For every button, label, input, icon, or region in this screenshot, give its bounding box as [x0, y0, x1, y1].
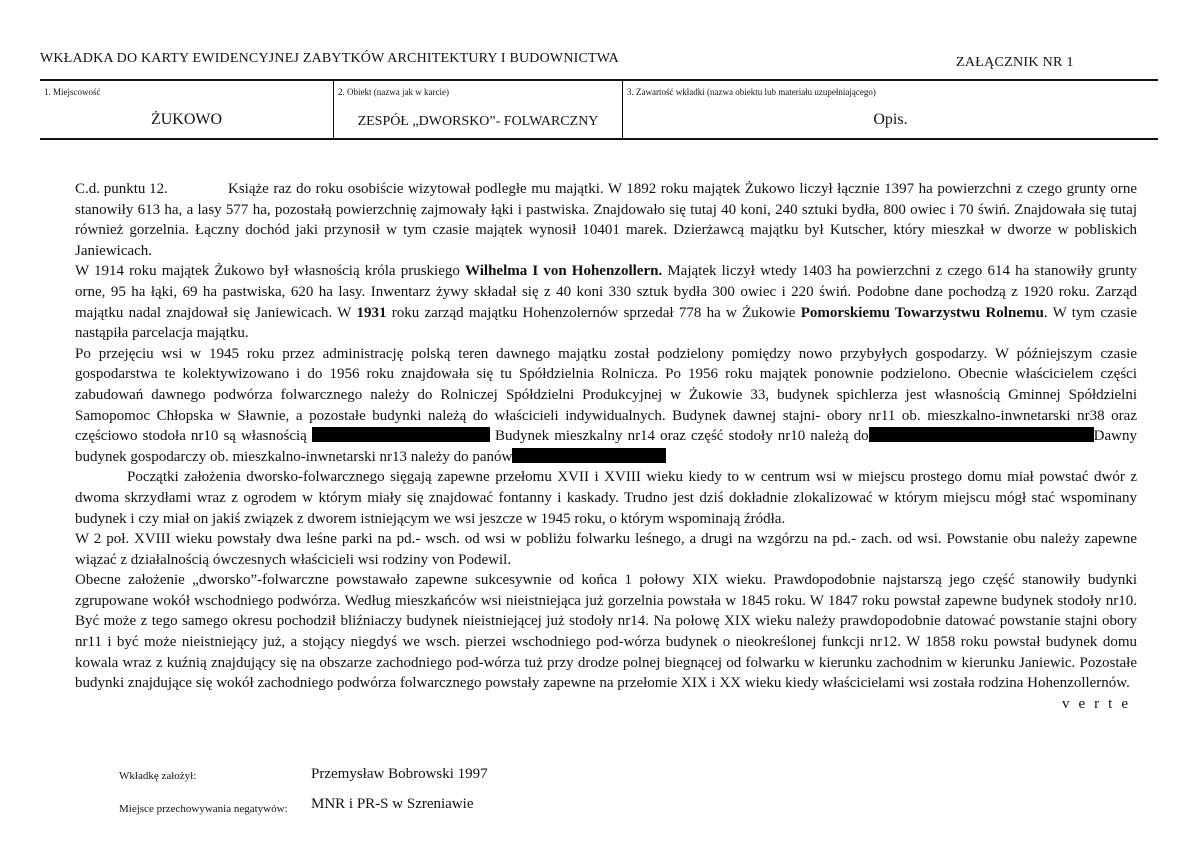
description-body — [75, 179, 1137, 714]
author-value: Przemysław Bobrowski 1997 — [311, 766, 488, 782]
paragraph-3 — [75, 344, 1137, 468]
paragraph-5: W 2 poł. XVIII wieku powstały dwa leśne parki na pd.- wsch. od wsi w pobliżu folwarku leśnego, a drugi na wzgórzu na pd.- zach. od wsi. Powstanie obu należy zapewne wiązać z działalnością ówczesnych właścicieli wsi rodziny von Podewil. — [75, 531, 1137, 568]
paragraph-6 — [75, 570, 1137, 712]
annex-number: ZAŁĄCZNIK NR 1 — [956, 55, 1074, 70]
field-content-value: Opis. — [873, 111, 908, 128]
redaction-block — [312, 427, 490, 442]
paragraph-4: Początki założenia dworsko-folwarcznego sięgają zapewne przełomu XVII i XVIII wieku kiedy to w centrum wsi w miejscu prostego domu miał powstać dwór z dwoma skrzydłami wraz z ogrodem w którym miały się znajdować fontanny i kaskady. Trudno jest dziś dokładnie zlokalizować w którym miejscu mógł stać wspominany budynek i czy miał on jakiś związek z dworem istniejącym we wsi jeszcze w 1945 roku, o którym wspominają źródła. — [75, 469, 1137, 527]
paragraph-3-text-a: Po przejęciu wsi w 1945 roku przez administrację polską teren dawnego majątku został podzielony pomiędzy nowo przybyłych gospodarzy. W późniejszym czasie gospodarstwa te kolektywizowano i do 1956 roku znajdowała się tu Spółdzielnia Rolnicza. Po 1956 roku majątek ponownie podzielono. Obecnie właścicielem części zabudowań dawnego podwórza folwarcznego należy do Rolniczej Spółdzielni Produkcyjnej w Żukowie 33, budynek spichlerza jest własnością Gminnej Spółdzielni Samopomoc Chłopska w Sławnie, a pozostałe budynki należą do właścicieli indywidualnych. Budynek dawnej stajni- obory nr11 ob. mieszkalno-inwnetarski nr38 oraz częściowo stodoła nr10 są własnością — [75, 345, 1137, 445]
paragraph-2-bold-year: 1931 — [356, 304, 387, 321]
storage-value: MNR i PR-S w Szreniawie — [311, 796, 474, 812]
paragraph-2-text-a: W 1914 roku majątek Żukowo był własnością króla pruskiego — [75, 263, 465, 280]
author-label: Wkładkę założył: — [119, 770, 197, 782]
field-content-label: 3. Zawartość wkładki (nazwa obiektu lub materiału uzupełniającego) — [627, 87, 876, 97]
paragraph-2 — [75, 261, 1137, 343]
form-fields-row — [40, 79, 1158, 140]
paragraph-6-text: Obecne założenie „dworsko”-folwarczne powstawało zapewne sukcesywnie od końca 1 połowy XIX wieku. Prawdopodobnie najstarszą jego część stanowiły budynki zgrupowane wokół wschodniego podwórza. Według mieszkańców wsi nieistniejąca już gorzelnia powstała w 1845 roku. W 1847 roku powstał zapewne budynek stodoły nr10. Być może z tego samego okresu pochodził bliźniaczy budynek nieistniejącej już stodoły nr14. Na połowę XIX wieku należy prawdopodobnie datować powstanie stajni obory nr11 i być może nieistniejący już, a stojący niegdyś we wsch. pierzei wschodniego pod-wórza budynek o nieokreślonej funkcji nr12. W 1858 roku powstał budynek domu kowala wraz z kuźnią znajdujący się na obszarze zachodniego pod-wórza tuż przy drodze polnej biegnącej od folwarku w kierunku zachodnim w kierunku Janiewic. Pozostałe budynki znajdujące się wokół zachodniego podwórza folwarcznego powstały zapewne na przełomie XIX i XX wieku kiedy właścicielami wsi została rodzina Hohenzollernów. — [75, 572, 1137, 692]
verte-note: verte — [1062, 695, 1137, 712]
document-title: WKŁADKA DO KARTY EWIDENCYJNEJ ZABYTKÓW ARCHITEKTURY I BUDOWNICTWA — [40, 51, 619, 66]
paragraph-3-text-b: Budynek mieszkalny nr14 oraz część stodoły nr10 należą do — [489, 428, 869, 445]
paragraph-3-text-c: Dawny budynek gospodarczy ob. mieszkalno-inwnetarski nr13 należy do panów — [75, 428, 1137, 465]
continuation-lead: C.d. punktu 12. — [75, 181, 168, 197]
redaction-block — [869, 427, 1094, 442]
field-object — [334, 81, 623, 138]
paragraph-1-text: Książe raz do roku osobiście wizytował podległe mu majątki. W 1892 roku majątek Żukowo liczył łącznie 1397 ha powierzchni z czego grunty orne stanowiły 613 ha, a lasy 577 ha, pozostałą powierzchnię zajmowały łąki i pastwiska. Znajdowało się tutaj 40 koni, 240 sztuki bydła, 800 owiec i 70 świń. Znajdowała się tutaj również gorzelnia. Łączny dochód jaki przynosił w tym czasie majątek wynosił 10401 marek. Dzierżawcą majątku był Kutscher, który mieszkał w dworze w pobliskich Janiewicach. — [75, 181, 1137, 259]
paragraph-2-bold-society: Pomorskiemu Towarzystwu Rolnemu — [800, 304, 1044, 321]
field-locality-label: 1. Miejscowość — [44, 87, 101, 97]
redaction-block — [512, 448, 666, 463]
paragraph-2-text-e: roku zarząd majątku Hohenzolernów sprzedał 778 ha w Żukowie — [386, 304, 801, 321]
field-object-value: ZESPÓŁ „DWORSKO”- FOLWARCZNY — [357, 114, 599, 129]
field-content — [623, 81, 1158, 138]
field-locality-value: ŻUKOWO — [150, 111, 223, 128]
paragraph-2-bold-name: Wilhelma I von Hohenzollern. — [465, 263, 663, 280]
field-locality — [40, 81, 334, 138]
paragraph-2-text-c: Majątek liczył wtedy 1403 ha powierzchni z czego 614 ha stanowiły grunty orne, 95 ha łąki, 69 ha pastwiska, 620 ha lasy. Inwentarz żywy składał się z 40 koni 330 sztuk bydła 300 owiec i 220 świń. Podobne dane pochodzą z 1920 roku. Zarząd majątku nadal znajdował się Janiewicach. W — [75, 263, 1137, 321]
storage-label: Miejsce przechowywania negatywów: — [119, 803, 288, 815]
paragraph-2-text-g: . W tym czasie nastąpiła parcelacja majątku. — [75, 304, 1137, 342]
field-object-label: 2. Obiekt (nazwa jak w karcie) — [338, 87, 449, 97]
paragraph-1 — [75, 179, 1137, 261]
